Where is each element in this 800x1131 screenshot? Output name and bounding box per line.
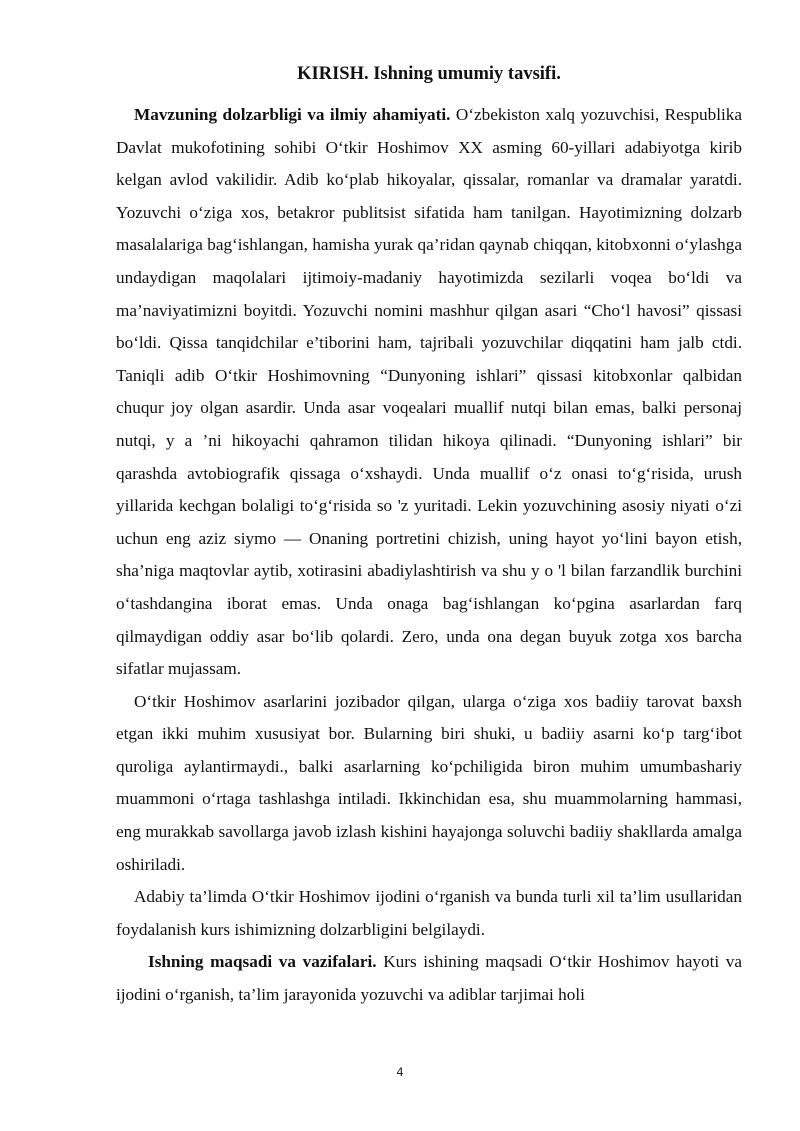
paragraph-study [116,881,742,946]
paragraph-lead-goals: Ishning maqsadi va vazifalari. [148,952,377,972]
document-page [116,58,742,1012]
page-number: 4 [396,1065,404,1079]
paragraph-body-goals: Kurs ishining maqsadi O‘tkir Hoshimov hayoti va ijodini o‘rganish, ta’lim jarayonida yozuvchi va adiblar tarjimai holi [116,952,742,1005]
section-title: KIRISH. Ishning umumiy tavsifi. [297,64,561,84]
paragraph-lead-relevance: Mavzuning dolzarbligi va ilmiy ahamiyati. [134,105,451,124]
paragraph-features [116,686,742,882]
paragraph-goals [116,946,742,1011]
paragraph-body-relevance: O‘zbekiston xalq yozuvchisi, Respublika Davlat mukofotining sohibi O‘tkir Hoshimov XX asming 60-yillari adabiyotga kirib kelgan avlod vakilidir. Adib ko‘plab hikoyalar, qissalar, romanlar va dramalar yaratdi. Yozuvchi o‘ziga xos, betakror publitsist sifatida ham tanilgan. Hayotimizning dolzarb masalalariga bag‘ishlangan, hamisha yurak qa’ridan qaynab chiqqan, kitobxonni o‘ylashga undaydigan maqolalari ijtimoiy-madaniy hayotimizda sezilarli voqea bo‘ldi va ma’naviyatimizni boyitdi. Yozuvchi nomini mashhur qilgan asari “Cho‘l havosi” qissasi bo‘ldi. Qissa tanqidchilar e’tiborini ham, tajribali yozuvchilar diqqatini ham jalb ctdi. Taniqli adib O‘tkir Hoshimovning “Dunyoning ishlari” qissasi kitobxonlar qalbidan chuqur joy olgan asardir. Unda asar voqealari muallif nutqi bilan emas, balki personaj nutqi, y a ’ni hikoyachi qahramon tilidan hikoya qilinadi. “Dunyoning ishlari” bir qarashda avtobiografik qissaga o‘xshaydi. Unda muallif o‘z onasi to‘g‘risida, urush yillarida kechgan bolaligi to‘g‘risida so 'z yuritadi. Lekin yozuvchining asosiy niyati o‘zi uchun eng aziz siymo — Onaning portretini chizish, uning hayot yo‘lini bayon etish, sha’niga maqtovlar aytib, xotirasini abadiylashtirish va shu y o 'l bilan farzandlik burchini o‘tashdangina iborat emas. Unda onaga bag‘ishlangan ko‘pgina asarlardan farq qilmaydigan oddiy asar bo‘lib qolardi. Zero, unda ona degan buyuk zotga xos barcha sifatlar mujassam. [116,105,743,679]
paragraph-body-study: Adabiy ta’limda O‘tkir Hoshimov ijodini o‘rganish va bunda turli xil ta’lim usullaridan foydalanish kurs ishimizning dolzarbligini belgilaydi. [116,887,742,939]
paragraph-body-features: O‘tkir Hoshimov asarlarini jozibador qilgan, ularga o‘ziga xos badiiy tarovat baxsh etgan ikki muhim xususiyat bor. Bularning biri shuki, u badiiy asarni ko‘p targ‘ibot quroliga aylantirmaydi., balki asarlarning ko‘pchiligida biron muhim umumbashariy muammoni o‘rtaga tashlashga intiladi. Ikkinchidan esa, shu muammolarning hammasi, eng murakkab savollarga javob izlash kishini hayajonga soluvchi badiiy shakllarda amalga oshiriladi. [116,691,742,874]
paragraph-relevance [116,99,742,686]
